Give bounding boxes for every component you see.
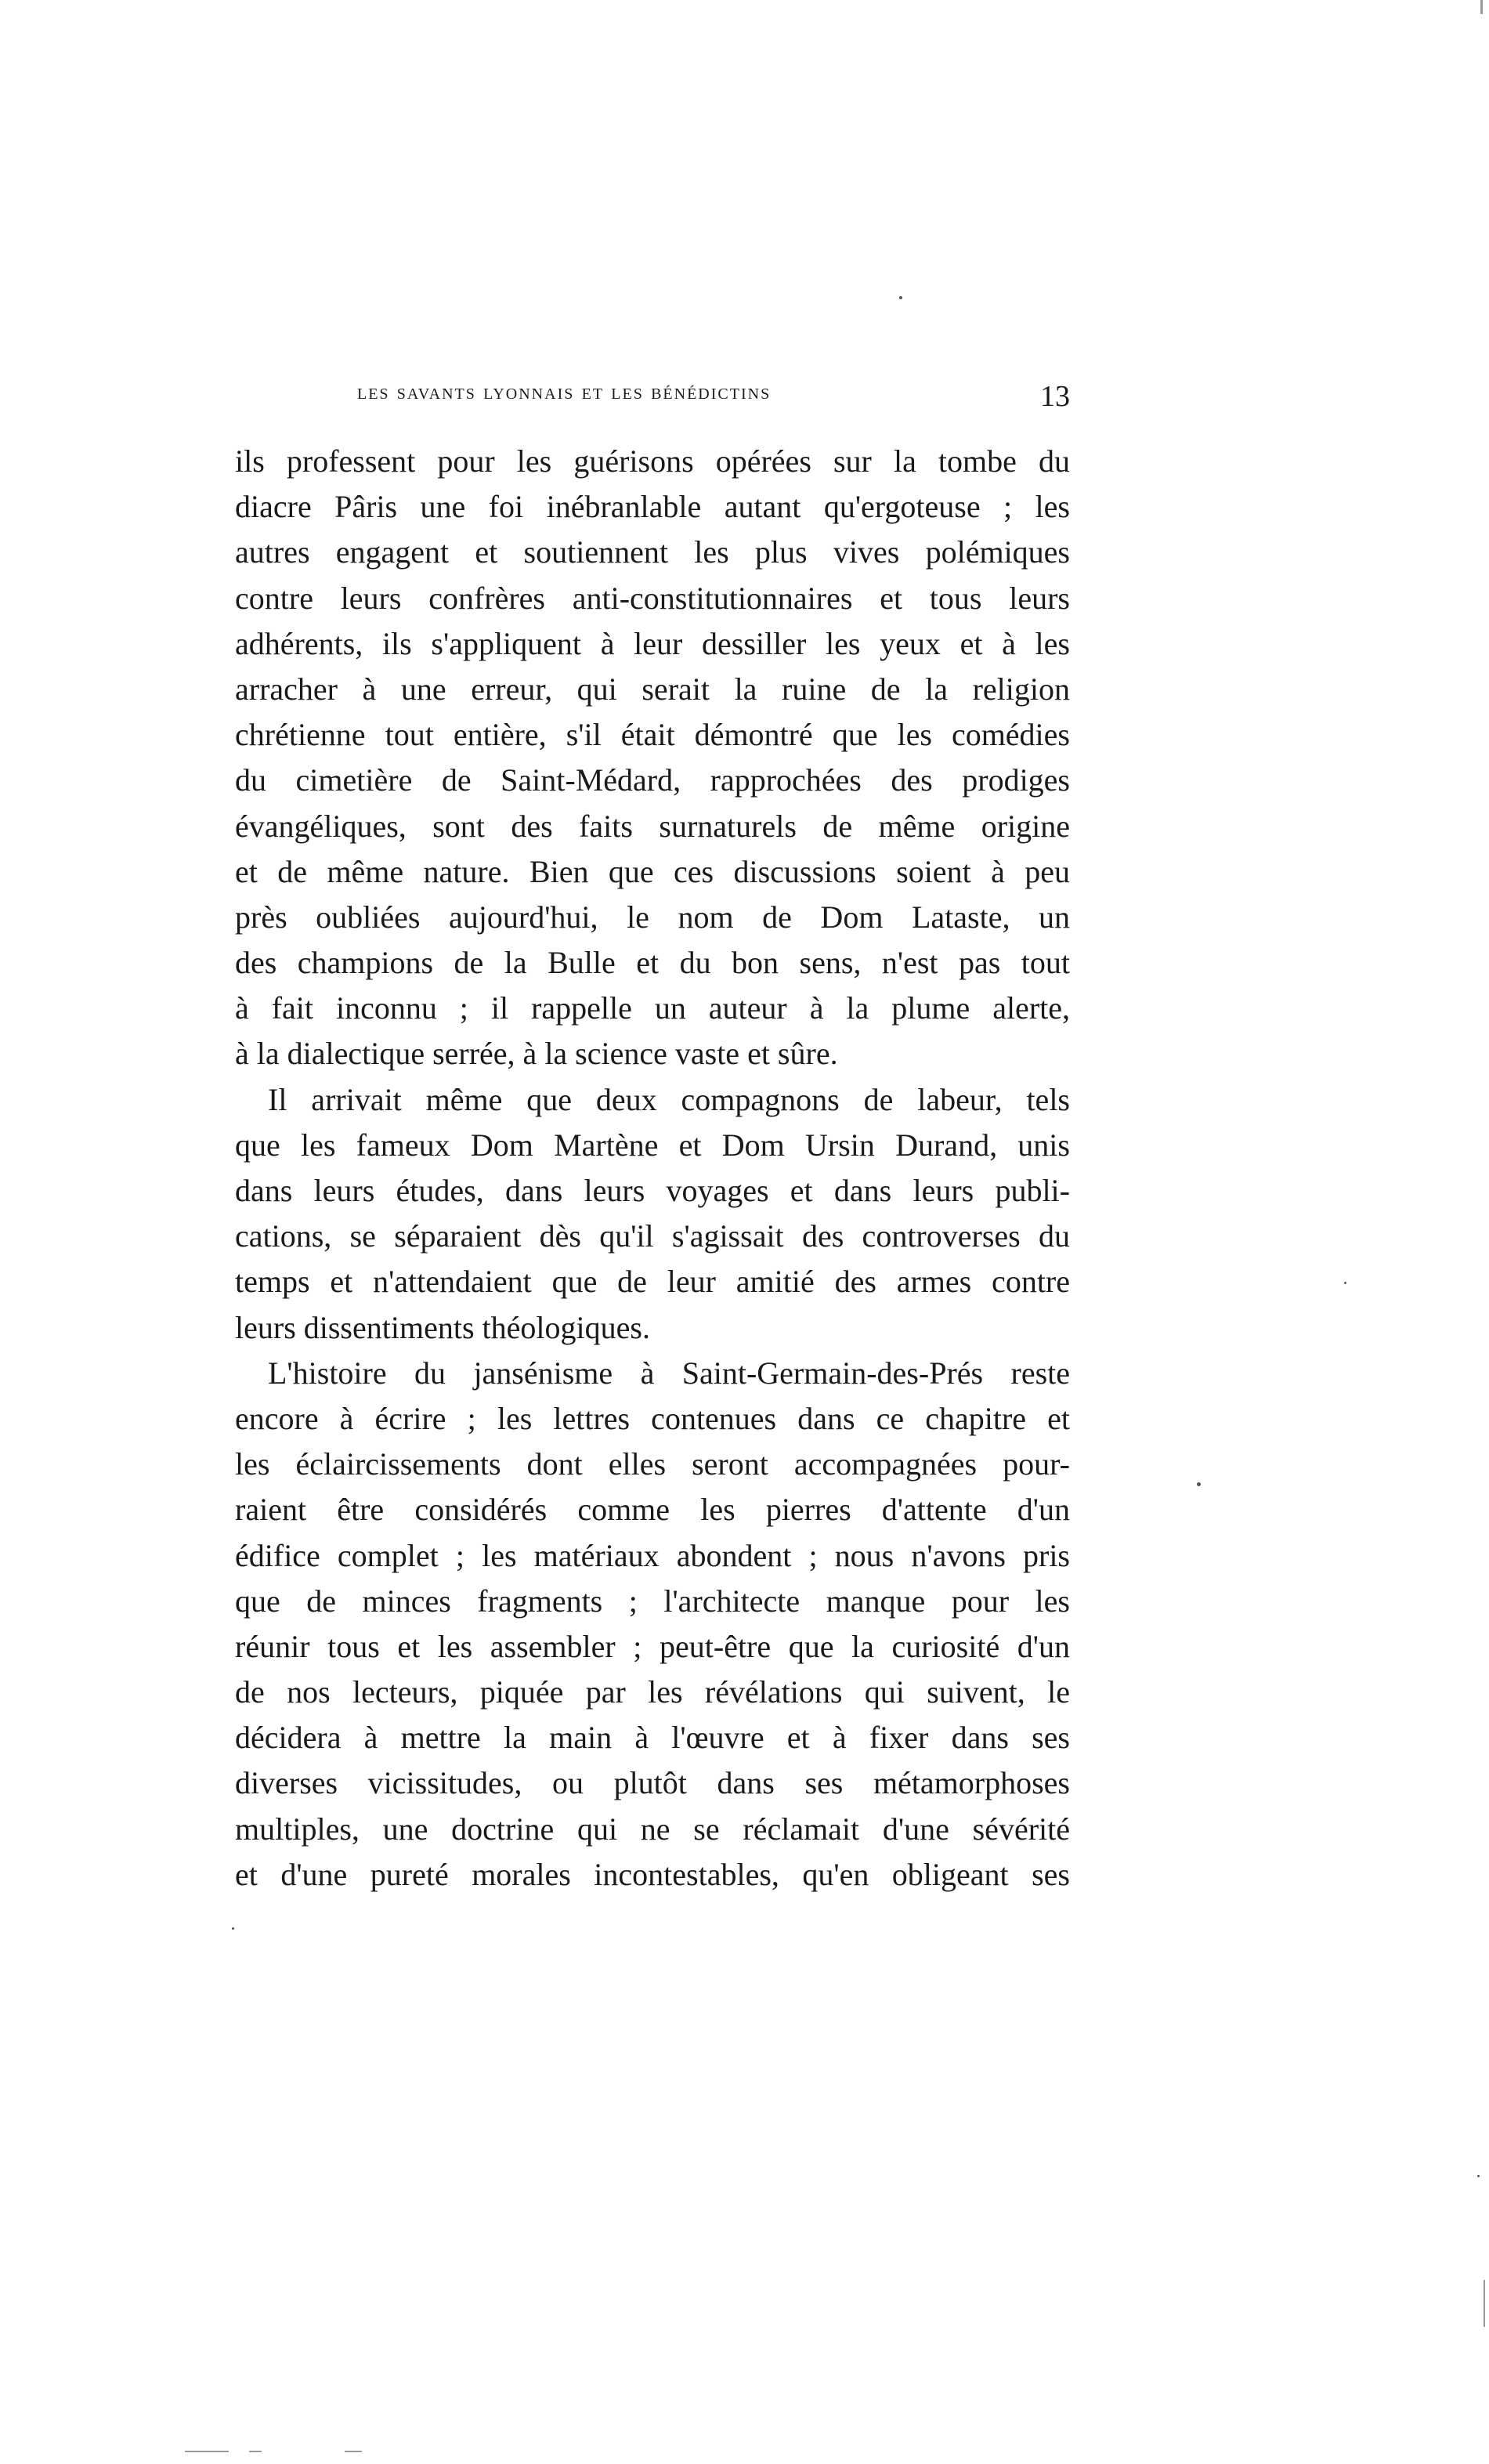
scan-speck xyxy=(1344,1282,1346,1284)
text-line: diverses vicissitudes, ou plutôt dans ses métamorphoses xyxy=(235,1765,1070,1801)
text-line: à la dialectique serrée, à la science vaste et sûre. xyxy=(235,1036,838,1072)
text-line: réunir tous et les assembler ; peut-être que la curiosité d'un xyxy=(235,1628,1070,1664)
paragraph-1 xyxy=(235,439,1070,1077)
running-title: les savants lyonnais et les bénédictins xyxy=(357,379,772,404)
text-line: des champions de la Bulle et du bon sens, n'est pas tout xyxy=(235,945,1070,981)
text-line: ils professent pour les guérisons opérées sur la tombe du xyxy=(235,443,1070,479)
paragraph-2 xyxy=(235,1077,1070,1351)
text-line: multiples, une doctrine qui ne se réclamait d'une sévérité xyxy=(235,1811,1070,1847)
text-line: que les fameux Dom Martène et Dom Ursin Durand, unis xyxy=(235,1127,1070,1163)
text-line: près oubliées aujourd'hui, le nom de Dom Lataste, un xyxy=(235,899,1070,935)
text-line: et d'une pureté morales incontestables, qu'en obligeant ses xyxy=(235,1856,1070,1892)
scan-speck xyxy=(1477,2175,1480,2177)
text-line: temps et n'attendaient que de leur amitié des armes contre xyxy=(235,1264,1070,1300)
text-line: cations, se séparaient dès qu'il s'agissait des controverses du xyxy=(235,1218,1070,1254)
text-line: L'histoire du jansénisme à Saint-Germain-des-Prés reste xyxy=(268,1355,1070,1391)
text-line: que de minces fragments ; l'architecte manque pour les xyxy=(235,1583,1070,1619)
scan-speck xyxy=(1197,1482,1201,1486)
text-line: diacre Pâris une foi inébranlable autant qu'ergoteuse ; les xyxy=(235,489,1070,525)
text-line: encore à écrire ; les lettres contenues dans ce chapitre et xyxy=(235,1400,1070,1436)
text-line: et de même nature. Bien que ces discussions soient à peu xyxy=(235,853,1070,889)
scan-edge-mark xyxy=(345,2451,362,2452)
running-head xyxy=(235,379,1070,414)
scan-edge-mark xyxy=(249,2451,262,2452)
scan-edge-mark xyxy=(1484,2280,1485,2327)
text-line: dans leurs études, dans leurs voyages et dans leurs publi- xyxy=(235,1173,1070,1208)
text-line: raient être considérés comme les pierres d'attente d'un xyxy=(235,1492,1070,1528)
text-line: les éclaircissements dont elles seront accompagnées pour- xyxy=(235,1446,1070,1482)
body-text xyxy=(235,439,1070,1898)
scan-speck xyxy=(232,1927,234,1930)
text-line: du cimetière de Saint-Médard, rapprochées des prodiges xyxy=(235,762,1070,798)
scan-edge-mark xyxy=(185,2451,229,2452)
page-number: 13 xyxy=(1040,380,1070,413)
text-line: arracher à une erreur, qui serait la ruine de la religion xyxy=(235,671,1070,707)
text-line: leurs dissentiments théologiques. xyxy=(235,1309,650,1345)
scan-speck xyxy=(899,296,902,299)
text-line: édifice complet ; les matériaux abondent ; nous n'avons pris xyxy=(235,1537,1070,1573)
text-line: adhérents, ils s'appliquent à leur dessiller les yeux et à les xyxy=(235,625,1070,661)
text-line: évangéliques, sont des faits surnaturels de même origine xyxy=(235,808,1070,844)
scan-edge-mark xyxy=(1480,0,1483,14)
text-line: contre leurs confrères anti-constitutionnaires et tous leurs xyxy=(235,580,1070,616)
paragraph-3 xyxy=(235,1351,1070,1898)
text-line: Il arrivait même que deux compagnons de labeur, tels xyxy=(268,1081,1070,1117)
text-line: chrétienne tout entière, s'il était démontré que les comédies xyxy=(235,717,1070,753)
text-line: à fait inconnu ; il rappelle un auteur à la plume alerte, xyxy=(235,990,1070,1026)
text-line: décidera à mettre la main à l'œuvre et à fixer dans ses xyxy=(235,1720,1070,1756)
text-line: de nos lecteurs, piquée par les révélations qui suivent, le xyxy=(235,1674,1070,1710)
text-line: autres engagent et soutiennent les plus vives polémiques xyxy=(235,534,1070,570)
